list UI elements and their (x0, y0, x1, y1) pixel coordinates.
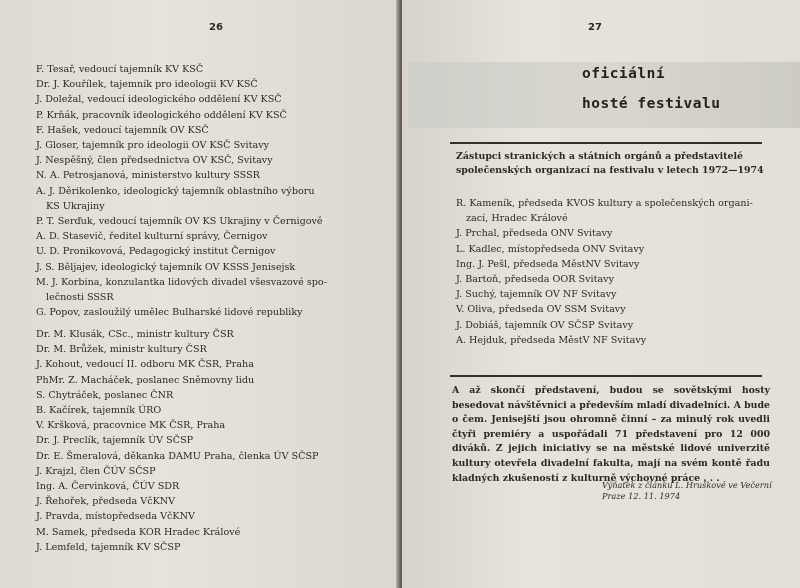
list-item: Dr. E. Šmeralová, děkanka DAMU Praha, členka ÚV SČSP (36, 450, 319, 462)
list-item: M. J. Korbina, konzulantka lidových divadel všesvazové spo- (36, 276, 327, 288)
list-item: N. A. Petrosjanová, ministerstvo kultury SSSR (36, 170, 260, 182)
list-item: P. Krňák, pracovník ideologického oddělení KV KSČ (36, 109, 287, 121)
list-item: B. Kačírek, tajemník ÚRO (36, 405, 162, 417)
list-item: F. Hašek, vedoucí tajemník OV KSČ (36, 124, 209, 136)
list-item: U. D. Pronikovová, Pedagogický institut Černigov (36, 246, 276, 258)
list-item: V. Kršková, pracovnice MK ČSR, Praha (36, 420, 226, 432)
list-item: zací, Hradec Králové (466, 213, 568, 225)
list-item: A. J. Děrikolenko, ideologický tajemník oblastního výboru (36, 185, 315, 197)
source-line-1: Výňatek z článku L. Hruškové ve Večerní (602, 480, 772, 490)
list-item: Dr. M. Brůžek, ministr kultury ČSR (36, 344, 207, 356)
list-item: J. Řehořek, předseda VčKNV (36, 496, 176, 508)
list-item: Ing. A. Červinková, ČÚV SDR (36, 481, 180, 493)
list-item: J. Bartoň, předseda OOR Svitavy (456, 274, 615, 286)
list-item: J. Kohout, vedoucí II. odboru MK ČSR, Praha (36, 359, 254, 371)
list-item: J. Suchý, tajemník OV NF Svitavy (456, 289, 617, 301)
list-item: J. Nespěšný, člen předsednictva OV KSČ, Svitavy (36, 155, 273, 167)
list-item: J. Lemfeld, tajemník KV SČSP (36, 541, 181, 553)
list-item: P. T. Serďuk, vedoucí tajemník OV KS Ukrajiny v Černigově (36, 216, 323, 228)
list-item: Dr. M. Klusák, CSc., ministr kultury ČSR (36, 329, 234, 340)
list-item: R. Kameník, předseda KVOS kultury a společenských organi- (456, 198, 753, 209)
list-item: KS Ukrajiny (46, 200, 105, 212)
list-item: Dr. J. Kouřílek, tajemník pro ideologii KV KSČ (36, 79, 258, 91)
list-item: V. Oliva, předseda OV SSM Svitavy (456, 304, 626, 316)
intro-text: Zástupci stranických a státních orgánů a představitelé společenských organizací na festivalu v letech 1972—1974 (456, 151, 764, 176)
list-item: J. Krajzl, člen ČÚV SČSP (36, 465, 156, 477)
right-page (402, 0, 800, 588)
quote-source (602, 480, 777, 502)
list-item: J. S. Běljajev, ideologický tajemník OV KSSS Jenisejsk (36, 261, 296, 273)
divider-middle (450, 375, 762, 377)
culture-officials-list (36, 327, 351, 555)
list-item: Ing. J. Pešl, předseda MěstNV Svitavy (456, 258, 640, 270)
guests-list (456, 196, 768, 348)
list-item: J. Prchal, předseda ONV Svitavy (456, 228, 613, 240)
divider-top (450, 142, 762, 144)
list-item: A. D. Stasevič, ředitel kulturní správy, Černigov (36, 231, 268, 243)
list-item: J. Dobiáš, tajemník OV SČSP Svitavy (456, 319, 634, 331)
title-line-2: hosté festivalu (582, 96, 721, 112)
list-item: L. Kadlec, místopředseda ONV Svitavy (456, 243, 645, 255)
list-item: Dr. J. Preclík, tajemník ÚV SČSP (36, 435, 194, 447)
officials-list (36, 62, 351, 320)
list-item: G. Popov, zasloužilý umělec Bulharské lidové republiky (36, 307, 303, 319)
page-number-left: 26 (209, 22, 223, 33)
list-item: S. Chytráček, poslanec ČNR (36, 389, 174, 401)
list-item: lečnosti SSSR (46, 292, 114, 304)
list-item: J. Doležal, vedoucí ideologického oddělení KV KSČ (36, 94, 282, 106)
title-line-1: oficiální (582, 66, 666, 82)
list-item: J. Pravda, místopředseda VčKNV (36, 511, 195, 523)
list-item: PhMr. Z. Macháček, poslanec Sněmovny lidu (36, 374, 255, 386)
list-item: M. Samek, předseda KOR Hradec Králové (36, 526, 241, 538)
page-number-right: 27 (588, 22, 602, 33)
source-line-2: Praze 12. 11. 1974 (602, 491, 681, 501)
list-item: A. Hejduk, předseda MěstV NF Svitavy (456, 334, 647, 346)
quote-text: A až skončí představení, budou se sovětskými hosty besedovat návštěvníci a především mladí divadelníci. A bude o čem. Jenisejští jsou ohromně činní – za minulý rok uvedli čtyři premiéry a uspořádali 71 představení pro 12 000 diváků. Z jejich iniciativy se na městské lidové univerzitě kultury otevřela divadelní fakulta, mají na svém kontě řadu kladných zkušeností z kulturně výchovné práce . . . (452, 385, 771, 484)
list-item: J. Gloser, tajemník pro ideologii OV KSČ Svitavy (36, 140, 270, 152)
list-item: F. Tesař, vedoucí tajemník KV KSČ (36, 64, 204, 75)
